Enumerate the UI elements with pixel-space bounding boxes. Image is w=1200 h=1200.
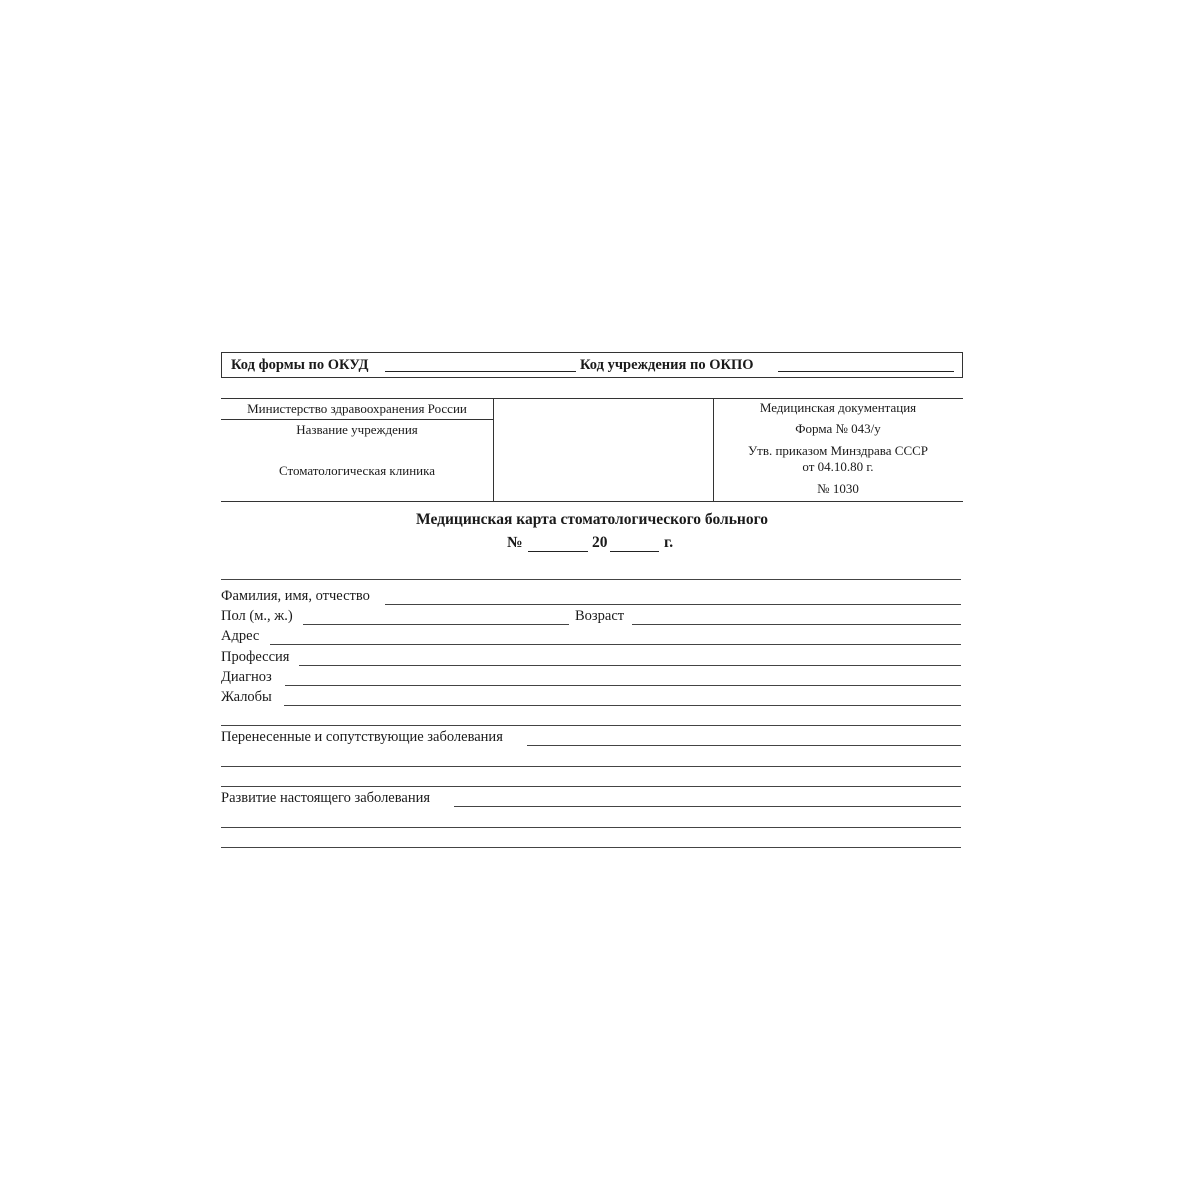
profession-label: Профессия (221, 649, 290, 665)
okud-label: Код формы по ОКУД (231, 357, 369, 373)
fio-field[interactable] (385, 604, 961, 605)
blank-line-field[interactable] (221, 786, 961, 787)
approved-line1: Утв. приказом Минздрава СССР (747, 443, 929, 458)
header-column-divider-left (493, 399, 494, 501)
blank-line-field[interactable] (221, 725, 961, 726)
blank-line (221, 811, 963, 831)
doc-type-text: Медицинская документация (759, 400, 917, 415)
diagnosis-row (221, 669, 963, 689)
header-divider (221, 419, 493, 420)
diagnosis-label: Диагноз (221, 669, 272, 685)
blank-line-field[interactable] (221, 847, 961, 848)
address-field[interactable] (270, 644, 961, 645)
blank-line (221, 770, 963, 790)
year-prefix: 20 (592, 534, 608, 551)
complaints-label: Жалобы (221, 689, 272, 705)
card-number-field[interactable] (528, 551, 588, 552)
fio-row (221, 588, 963, 608)
dental-record-form (221, 352, 963, 852)
disease-development-label: Развитие настоящего заболевания (221, 790, 431, 806)
blank-line (221, 563, 963, 583)
blank-line (221, 831, 963, 851)
blank-line-field[interactable] (221, 766, 961, 767)
form-title: Медицинская карта стоматологического больного (416, 511, 768, 528)
institution-name: Стоматологическая клиника (278, 463, 436, 478)
disease-development-row (221, 790, 963, 810)
complaints-row (221, 689, 963, 709)
address-row (221, 628, 963, 648)
institution-name-label: Название учреждения (296, 422, 418, 437)
fio-label: Фамилия, имя, отчество (221, 588, 370, 604)
okpo-field[interactable] (778, 371, 954, 372)
sex-age-row (221, 608, 963, 628)
past-diseases-label: Перенесенные и сопутствующие заболевания (221, 729, 503, 745)
age-label: Возраст (575, 608, 625, 624)
blank-line-field[interactable] (221, 827, 961, 828)
complaints-field[interactable] (284, 705, 961, 706)
past-diseases-row (221, 729, 963, 749)
blank-line-field[interactable] (221, 579, 961, 580)
order-number-text: № 1030 (817, 481, 859, 496)
codes-box (221, 352, 963, 378)
okpo-label: Код учреждения по ОКПО (580, 357, 754, 373)
past-diseases-field[interactable] (527, 745, 961, 746)
okud-field[interactable] (385, 371, 576, 372)
ministry-text: Министерство здравоохранения России (247, 401, 467, 416)
address-label: Адрес (221, 628, 260, 644)
sex-label: Пол (м., ж.) (221, 608, 293, 624)
approved-line2: от 04.10.80 г. (802, 459, 874, 474)
number-sign: № (507, 534, 523, 551)
disease-development-field[interactable] (454, 806, 961, 807)
profession-row (221, 649, 963, 669)
diagnosis-field[interactable] (285, 685, 961, 686)
form-header (221, 398, 963, 502)
profession-field[interactable] (299, 665, 961, 666)
blank-line (221, 709, 963, 729)
sex-field[interactable] (303, 624, 569, 625)
form-number-text: Форма № 043/у (795, 421, 881, 436)
year-field[interactable] (610, 551, 659, 552)
year-suffix: г. (664, 534, 674, 551)
age-field[interactable] (632, 624, 961, 625)
blank-line (221, 750, 963, 770)
